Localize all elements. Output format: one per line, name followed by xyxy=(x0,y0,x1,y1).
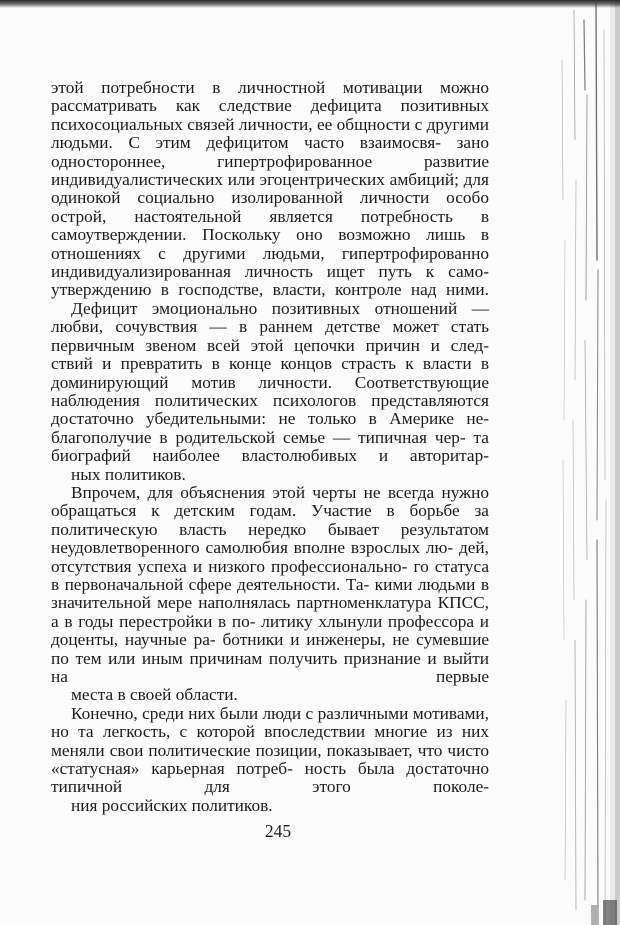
text-line: отношениях с другими людьми, гипертрофированно xyxy=(51,243,489,263)
paragraph-3 xyxy=(51,484,489,705)
text-line: этой потребности в личностной мотивации можно xyxy=(51,78,489,97)
text-line: рассматривать как следствие дефицита позитивных xyxy=(51,96,489,116)
scan-top-edge xyxy=(0,0,620,8)
text-line: многие из них меняли свои политические позиции, xyxy=(51,722,489,760)
text-line: за политическую власть нередко бывает результатом xyxy=(51,501,489,539)
text-line: доминирующий мотив личности. Соответствующие xyxy=(51,372,489,392)
main-text xyxy=(51,79,489,815)
text-line: ствий и превратить в конце концов страсть к власти в xyxy=(51,354,489,374)
text-line: показывает, что чисто «статусная» карьерная потреб- xyxy=(51,740,489,779)
paragraph-4 xyxy=(51,705,489,815)
text-line: психосоциальных связей личности, ее общности с xyxy=(51,114,423,134)
text-line: та биографий наиболее властолюбивых и авторитар- xyxy=(51,427,489,466)
text-line: индивидуализированная личность ищет путь к само- xyxy=(51,262,489,282)
paragraph-2 xyxy=(51,300,489,484)
scan-right-edge xyxy=(560,0,620,925)
text-line: другими людьми. С этим дефицитом часто взаимосвя- xyxy=(51,114,489,153)
text-line: особо острой, настоятельной является потребность в xyxy=(51,188,489,226)
text-line: нужно обращаться к детским годам. Участие в борьбе xyxy=(51,482,489,521)
text-line: места в своей области. xyxy=(71,685,238,705)
text-line: ботники и инженеры, не сумевшие по тем или иным xyxy=(51,630,489,668)
text-line: наблюдения политических психологов представляются xyxy=(51,390,489,410)
text-line: ность была достаточно типичной для этого поколе- xyxy=(51,759,489,797)
text-line: Впрочем, для объяснения этой черты не всегда xyxy=(71,482,435,502)
page-number: 245 xyxy=(264,821,292,841)
text-line: литику хлынули профессора и доценты, научные ра- xyxy=(51,611,489,650)
text-line: для одинокой социально изолированной личности xyxy=(51,170,489,208)
text-line: неудовлетворенного самолюбия вполне взрослых лю- xyxy=(51,538,454,558)
text-line: кими людьми в значительной мере наполнялась xyxy=(51,574,489,613)
text-line: Дефицит эмоционально позитивных отношений — xyxy=(71,298,489,318)
text-line: партноменклатура КПСС, а в годы перестройки в по- xyxy=(51,593,489,631)
text-line: любви, сочувствия — в раннем детстве может стать xyxy=(51,317,489,337)
text-line: ния российских политиков. xyxy=(71,795,273,815)
text-line: зано одностороннее, гипертрофированное развитие xyxy=(51,133,489,171)
text-line: первичным звеном всей этой цепочки причин и след- xyxy=(51,335,489,355)
text-line: достаточно убедительными: не только в Америке не- xyxy=(51,409,489,429)
text-line: дей, отсутствия успеха и низкого профессионально- xyxy=(51,538,489,576)
text-line: Конечно, среди них были люди с различными xyxy=(71,703,409,723)
text-line: утверждению в господстве, власти, контроле над ними. xyxy=(51,280,489,300)
text-line: индивидуалистических или эгоцентрических амбиций; xyxy=(51,170,459,190)
text-line: причинам получить признание и выйти на первые xyxy=(51,648,489,686)
text-line: го статуса в первоначальной сфере деятельности. Та- xyxy=(51,556,489,594)
text-line: мотивами, но та легкость, с которой впоследствии xyxy=(51,703,489,742)
text-line: благополучие в родительской семье — типичная чер- xyxy=(51,427,466,447)
text-line: ных политиков. xyxy=(71,464,186,484)
paragraph-1 xyxy=(51,79,489,300)
text-line: самоутверждении. Поскольку оно возможно лишь в xyxy=(51,225,489,245)
